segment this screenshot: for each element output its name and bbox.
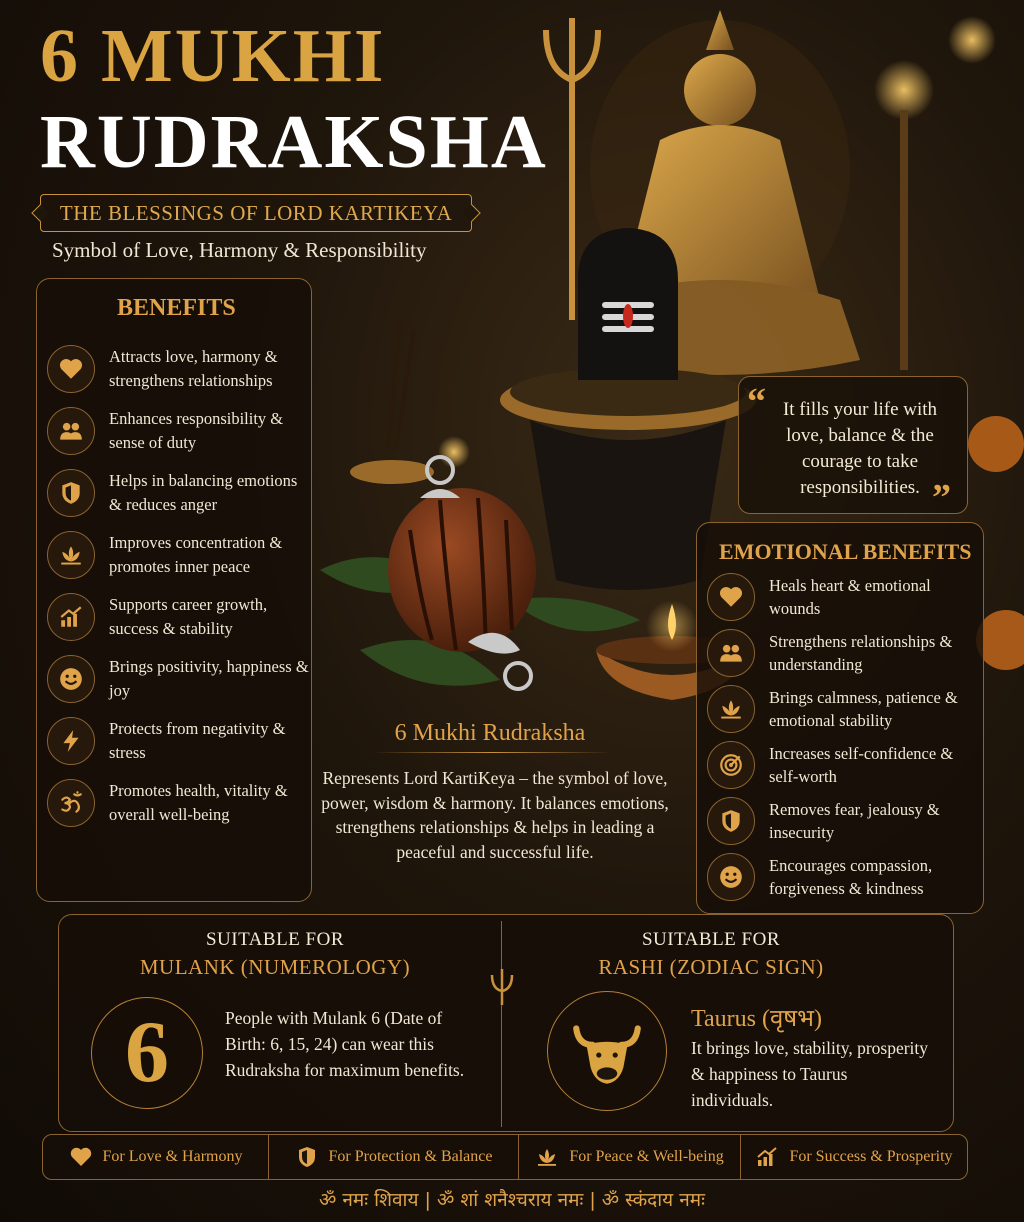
quote-open-icon: “ <box>747 381 766 423</box>
benefits-title: BENEFITS <box>117 295 236 321</box>
heart-icon <box>69 1145 93 1169</box>
purpose-label: For Love & Harmony <box>102 1148 243 1165</box>
purpose-bar <box>42 1134 968 1180</box>
purpose-item-love <box>43 1135 269 1179</box>
heart-icon <box>47 345 95 393</box>
rashi-heading-label: SUITABLE FOR <box>641 929 781 950</box>
lotus-icon <box>47 531 95 579</box>
benefit-item <box>47 779 309 827</box>
rashi-text: It brings love, stability, prosperity & happiness to Taurus individuals. <box>691 1038 929 1110</box>
people-icon <box>47 407 95 455</box>
rashi-heading <box>511 929 911 980</box>
benefit-item <box>47 593 309 641</box>
emotional-benefits-title: EMOTIONAL BENEFITS <box>719 539 972 564</box>
title-divider <box>372 752 612 753</box>
benefit-text: Brings positivity, happiness & joy <box>109 657 309 700</box>
emotional-text: Heals heart & emotional wounds <box>769 576 931 618</box>
benefit-item <box>47 717 309 765</box>
emotional-text: Increases self-confidence & self-worth <box>769 744 954 786</box>
smiley-icon <box>707 853 755 901</box>
purpose-label: For Success & Prosperity <box>789 1148 953 1165</box>
subtitle-banner: THE BLESSINGS OF LORD KARTIKEYA <box>40 194 472 232</box>
purpose-label: For Peace & Well-being <box>569 1148 724 1165</box>
tagline: Symbol of Love, Harmony & Responsibility <box>52 238 427 262</box>
benefit-text: Improves concentration & promotes inner peace <box>109 533 283 576</box>
benefit-text: Helps in balancing emotions & reduces anger <box>109 471 298 514</box>
rashi-sign: Taurus (वृषभ) <box>691 1006 823 1032</box>
emotional-text: Strengthens relationships & understanding <box>769 632 953 674</box>
benefit-item <box>47 345 309 393</box>
purpose-item-success <box>741 1135 967 1179</box>
purpose-item-protection <box>269 1135 519 1179</box>
benefit-item <box>47 531 309 579</box>
section-divider <box>501 921 502 1127</box>
emotional-item <box>707 685 979 733</box>
growth-chart-icon <box>47 593 95 641</box>
benefit-text: Protects from negativity & stress <box>109 719 286 762</box>
lightning-icon <box>47 717 95 765</box>
benefit-text: Supports career growth, success & stability <box>109 595 268 638</box>
om-icon <box>47 779 95 827</box>
bull-icon <box>547 991 667 1111</box>
lotus-icon <box>535 1145 559 1169</box>
quote-close-icon: ” <box>932 477 951 519</box>
center-title: 6 Mukhi Rudraksha <box>394 720 586 746</box>
smiley-icon <box>47 655 95 703</box>
shield-icon <box>47 469 95 517</box>
title-line1: 6 MUKHI <box>40 14 386 98</box>
emotional-item <box>707 741 979 789</box>
purpose-label: For Protection & Balance <box>328 1148 493 1165</box>
shield-icon <box>707 797 755 845</box>
emotional-item <box>707 573 979 621</box>
benefit-text: Attracts love, harmony & strengthens relationships <box>109 347 278 390</box>
emotional-text: Removes fear, jealousy & insecurity <box>769 800 940 842</box>
mulank-text: People with Mulank 6 (Date of Birth: 6, 15, 24) can wear this Rudraksha for maximum benefits. <box>225 1008 465 1080</box>
benefit-text: Promotes health, vitality & overall well-being <box>109 781 288 824</box>
emotional-item <box>707 629 979 677</box>
suitable-panel <box>58 914 954 1132</box>
quote-box <box>738 376 968 519</box>
mulank-heading-sub: MULANK (NUMEROLOGY) <box>139 955 411 979</box>
emotional-item <box>707 853 979 901</box>
target-icon <box>707 741 755 789</box>
benefit-item <box>47 469 309 517</box>
benefit-item <box>47 407 309 455</box>
benefits-panel <box>36 278 312 902</box>
center-description: Represents Lord KartiKeya – the symbol of love, power, wisdom & harmony. It balances emotions, strengthens relationships & helps in leading a peaceful and successful life. <box>321 768 669 862</box>
mulank-heading <box>75 929 475 980</box>
shield-icon <box>295 1145 319 1169</box>
mulank-number: 6 <box>91 997 203 1109</box>
purpose-item-peace <box>519 1135 741 1179</box>
benefit-text: Enhances responsibility & sense of duty <box>109 409 284 452</box>
emotional-text: Encourages compassion, forgiveness & kindness <box>769 856 933 898</box>
title-line2: RUDRAKSHA <box>40 100 548 184</box>
rashi-heading-sub: RASHI (ZODIAC SIGN) <box>598 955 824 979</box>
growth-chart-icon <box>755 1145 779 1169</box>
mantra-line: ॐ नमः शिवाय | ॐ शां शनैश्चराय नमः | ॐ स्कंदाय नमः <box>319 1189 705 1211</box>
quote-text: It fills your life with love, balance & the courage to take responsibilities. <box>782 399 938 498</box>
mulank-heading-label: SUITABLE FOR <box>205 929 345 950</box>
emotional-text: Brings calmness, patience & emotional stability <box>769 688 958 730</box>
lotus-icon <box>707 685 755 733</box>
benefit-item <box>47 655 309 703</box>
emotional-item <box>707 797 979 845</box>
people-icon <box>707 629 755 677</box>
emotional-benefits-panel <box>696 522 984 914</box>
heart-icon <box>707 573 755 621</box>
